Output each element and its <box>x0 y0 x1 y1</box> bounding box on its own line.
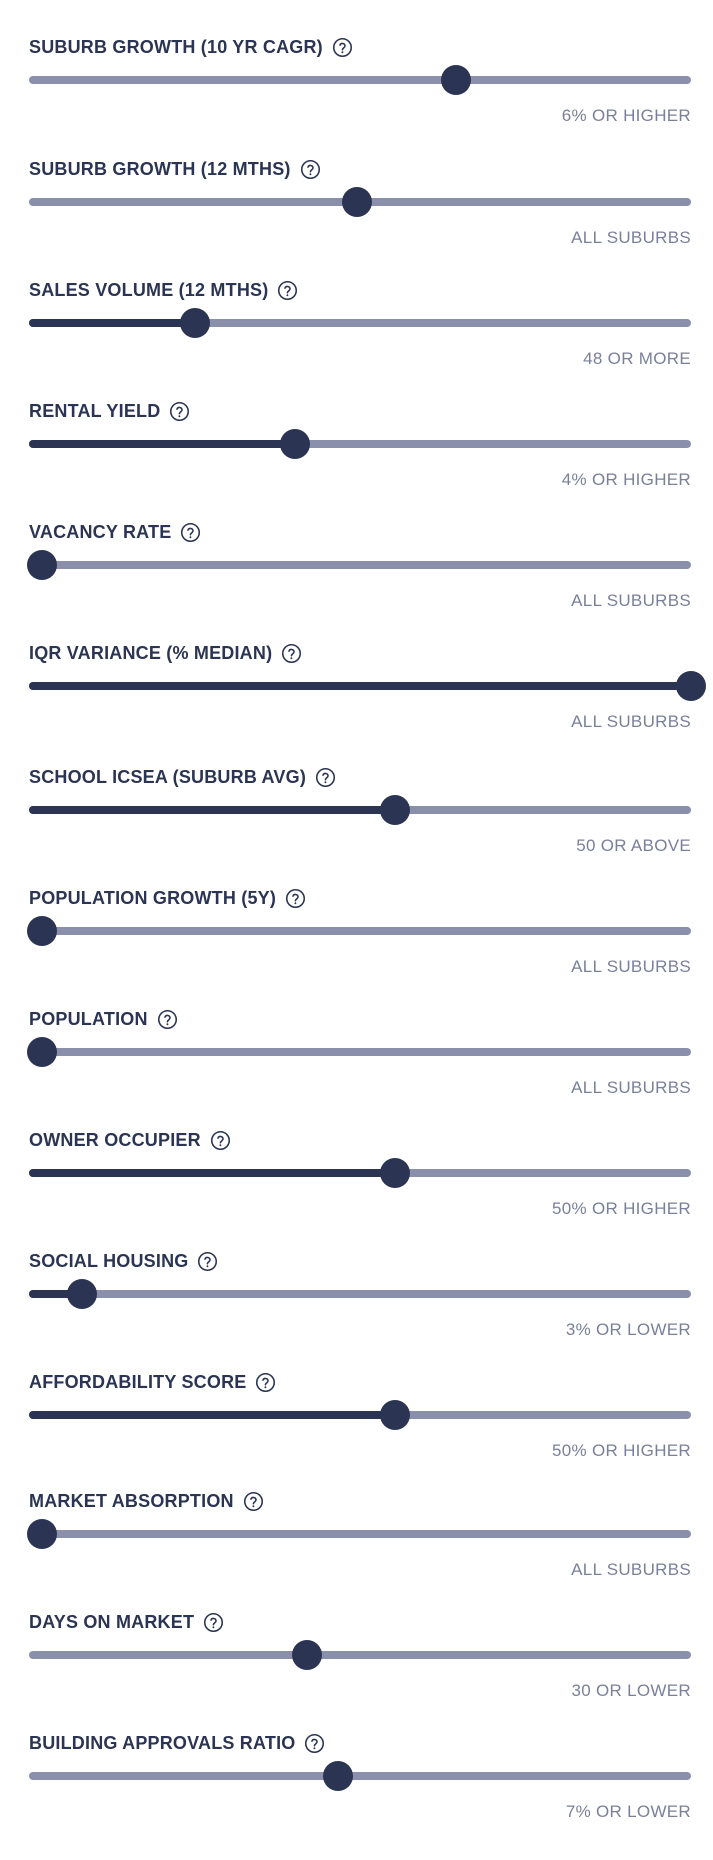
help-icon[interactable] <box>197 1251 218 1272</box>
slider-thumb[interactable] <box>280 429 310 459</box>
slider-thumb[interactable] <box>180 308 210 338</box>
slider-track <box>29 927 691 935</box>
filter-label: IQR VARIANCE (% MEDIAN) <box>29 642 273 663</box>
range-slider[interactable] <box>29 1639 691 1671</box>
filter-value-label: ALL SUBURBS <box>571 1078 691 1097</box>
range-slider[interactable] <box>29 428 691 460</box>
slider-fill <box>29 806 395 814</box>
slider-thumb[interactable] <box>27 1519 57 1549</box>
filter-label: SOCIAL HOUSING <box>29 1250 189 1271</box>
range-slider[interactable] <box>29 1399 691 1431</box>
range-slider[interactable] <box>29 307 691 339</box>
filter-label: AFFORDABILITY SCORE <box>29 1371 247 1392</box>
help-icon[interactable] <box>277 280 298 301</box>
filter-label: SUBURB GROWTH (12 MTHS) <box>29 158 291 179</box>
filter-value-label: 50 OR ABOVE <box>576 836 691 855</box>
filter-value-label: ALL SUBURBS <box>571 228 691 247</box>
range-slider[interactable] <box>29 1036 691 1068</box>
slider-fill <box>29 1169 395 1177</box>
slider-track <box>29 561 691 569</box>
slider-thumb[interactable] <box>323 1761 353 1791</box>
slider-track <box>29 76 691 84</box>
range-slider[interactable] <box>29 915 691 947</box>
slider-track <box>29 1530 691 1538</box>
filter-label: POPULATION <box>29 1008 148 1029</box>
filter-value-label: ALL SUBURBS <box>571 712 691 731</box>
help-icon[interactable] <box>285 888 306 909</box>
help-icon[interactable] <box>169 401 190 422</box>
slider-track <box>29 1651 691 1659</box>
slider-thumb[interactable] <box>380 795 410 825</box>
filter-value-label: ALL SUBURBS <box>571 1560 691 1579</box>
filter-label: VACANCY RATE <box>29 521 172 542</box>
slider-thumb[interactable] <box>67 1279 97 1309</box>
filter-value-label: 7% OR LOWER <box>565 1802 691 1821</box>
filter-label: DAYS ON MARKET <box>29 1611 195 1632</box>
slider-track <box>29 1048 691 1056</box>
filter-value-label: 6% OR HIGHER <box>561 106 691 125</box>
slider-thumb[interactable] <box>380 1158 410 1188</box>
slider-thumb[interactable] <box>380 1400 410 1430</box>
range-slider[interactable] <box>29 1518 691 1550</box>
help-icon[interactable] <box>315 767 336 788</box>
filter-value-label: 50% OR HIGHER <box>552 1441 691 1460</box>
help-icon[interactable] <box>180 522 201 543</box>
filter-label: RENTAL YIELD <box>29 400 161 421</box>
slider-fill <box>29 1411 395 1419</box>
help-icon[interactable] <box>243 1491 264 1512</box>
filter-label: SUBURB GROWTH (10 YR CAGR) <box>29 36 323 57</box>
range-slider[interactable] <box>29 64 691 96</box>
filter-value-label: ALL SUBURBS <box>571 591 691 610</box>
slider-fill <box>29 440 295 448</box>
range-slider[interactable] <box>29 549 691 581</box>
filter-value-label: ALL SUBURBS <box>571 957 691 976</box>
range-slider[interactable] <box>29 1157 691 1189</box>
filter-label: SALES VOLUME (12 MTHS) <box>29 279 269 300</box>
help-icon[interactable] <box>157 1009 178 1030</box>
slider-track <box>29 1290 691 1298</box>
filter-label: MARKET ABSORPTION <box>29 1490 234 1511</box>
help-icon[interactable] <box>255 1372 276 1393</box>
filter-label: SCHOOL ICSEA (SUBURB AVG) <box>29 766 307 787</box>
help-icon[interactable] <box>304 1733 325 1754</box>
slider-thumb[interactable] <box>27 1037 57 1067</box>
slider-track <box>29 1772 691 1780</box>
range-slider[interactable] <box>29 794 691 826</box>
help-icon[interactable] <box>300 159 321 180</box>
help-icon[interactable] <box>281 643 302 664</box>
help-icon[interactable] <box>203 1612 224 1633</box>
filter-label: POPULATION GROWTH (5Y) <box>29 887 277 908</box>
filter-value-label: 3% OR LOWER <box>565 1320 691 1339</box>
filter-value-label: 50% OR HIGHER <box>552 1199 691 1218</box>
range-slider[interactable] <box>29 1278 691 1310</box>
slider-thumb[interactable] <box>292 1640 322 1670</box>
range-slider[interactable] <box>29 1760 691 1792</box>
slider-fill <box>29 682 691 690</box>
help-icon[interactable] <box>210 1130 231 1151</box>
slider-thumb[interactable] <box>342 187 372 217</box>
range-slider[interactable] <box>29 670 691 702</box>
filter-value-label: 48 OR MORE <box>583 349 691 368</box>
slider-thumb[interactable] <box>676 671 706 701</box>
slider-fill <box>29 319 195 327</box>
slider-thumb[interactable] <box>27 916 57 946</box>
filter-label: BUILDING APPROVALS RATIO <box>29 1732 296 1753</box>
filter-value-label: 4% OR HIGHER <box>561 470 691 489</box>
slider-thumb[interactable] <box>441 65 471 95</box>
range-slider[interactable] <box>29 186 691 218</box>
slider-thumb[interactable] <box>27 550 57 580</box>
filter-value-label: 30 OR LOWER <box>571 1681 691 1700</box>
filter-label: OWNER OCCUPIER <box>29 1129 201 1150</box>
help-icon[interactable] <box>332 37 353 58</box>
